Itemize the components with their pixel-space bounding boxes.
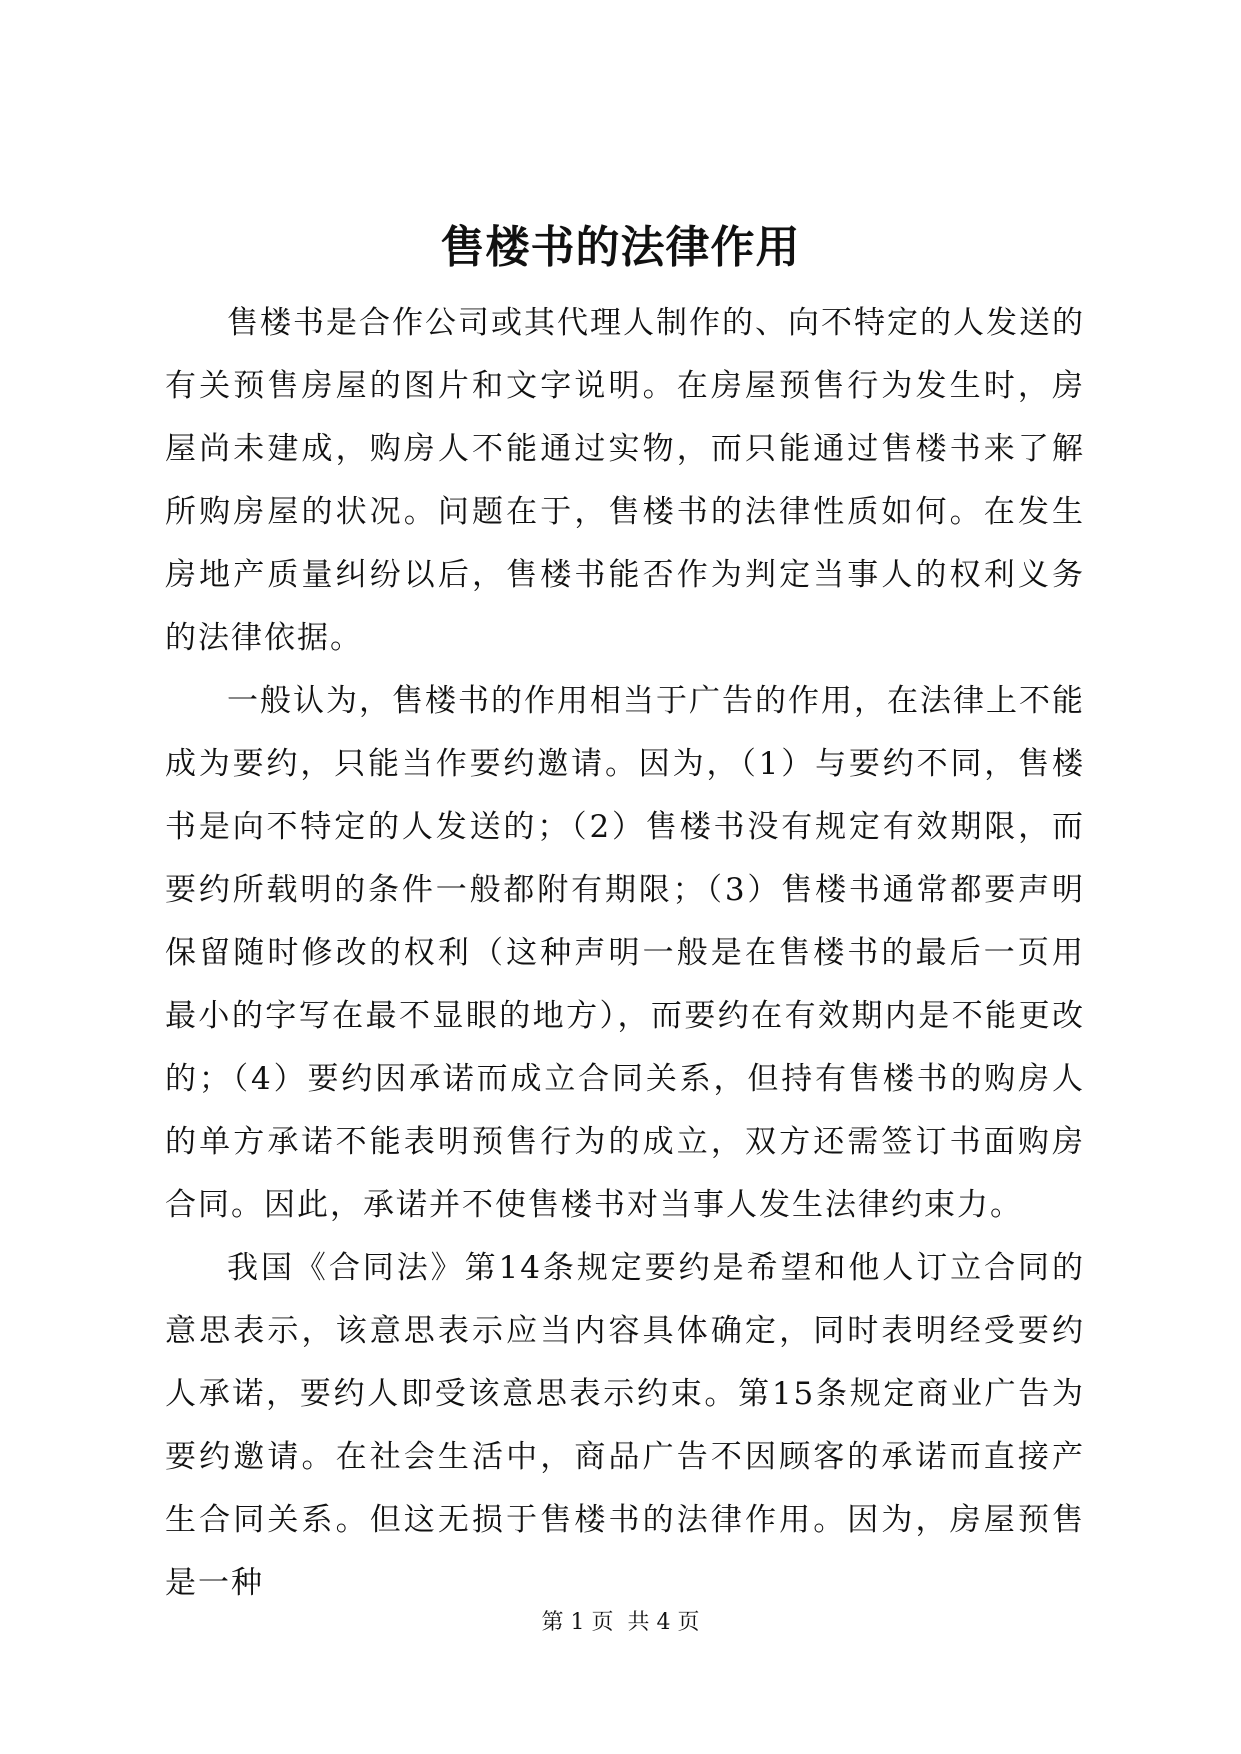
page-number-label: 第 1 页 共 4 页 xyxy=(541,1610,700,1635)
paragraph-1: 售楼书是合作公司或其代理人制作的、向不特定的人发送的有关预售房屋的图片和文字说明。在房屋预售行为发生时，房屋尚未建成，购房人不能通过实物，而只能通过售楼书来了解所购房屋的状况。问题在于，售楼书的法律性质如何。在发生房地产质量纠纷以后，售楼书能否作为判定当事人的权利义务的法律依据。 xyxy=(165,305,1085,656)
paragraph-3: 我国《合同法》第14条规定要约是希望和他人订立合同的意思表示，该意思表示应当内容具体确定，同时表明经受要约人承诺，要约人即受该意思表示约束。第15条规定商业广告为要约邀请。在社会生活中，商品广告不因顾客的承诺而直接产生合同关系。但这无损于售楼书的法律作用。因为，房屋预售是一种 xyxy=(165,1250,1085,1601)
paragraph-2: 一般认为，售楼书的作用相当于广告的作用，在法律上不能成为要约，只能当作要约邀请。因为，（1）与要约不同，售楼书是向不特定的人发送的；（2）售楼书没有规定有效期限，而要约所载明的条件一般都附有期限；（3）售楼书通常都要声明保留随时修改的权利（这种声明一般是在售楼书的最后一页用最小的字写在最不显眼的地方），而要约在有效期内是不能更改的；（4）要约因承诺而成立合同关系，但持有售楼书的购房人的单方承诺不能表明预售行为的成立，双方还需签订书面购房合同。因此，承诺并不使售楼书对当事人发生法律约束力。 xyxy=(165,683,1085,1223)
page-footer xyxy=(0,1608,1241,1638)
document-title: 售楼书的法律作用 xyxy=(440,222,801,273)
document-body xyxy=(165,292,1085,1615)
